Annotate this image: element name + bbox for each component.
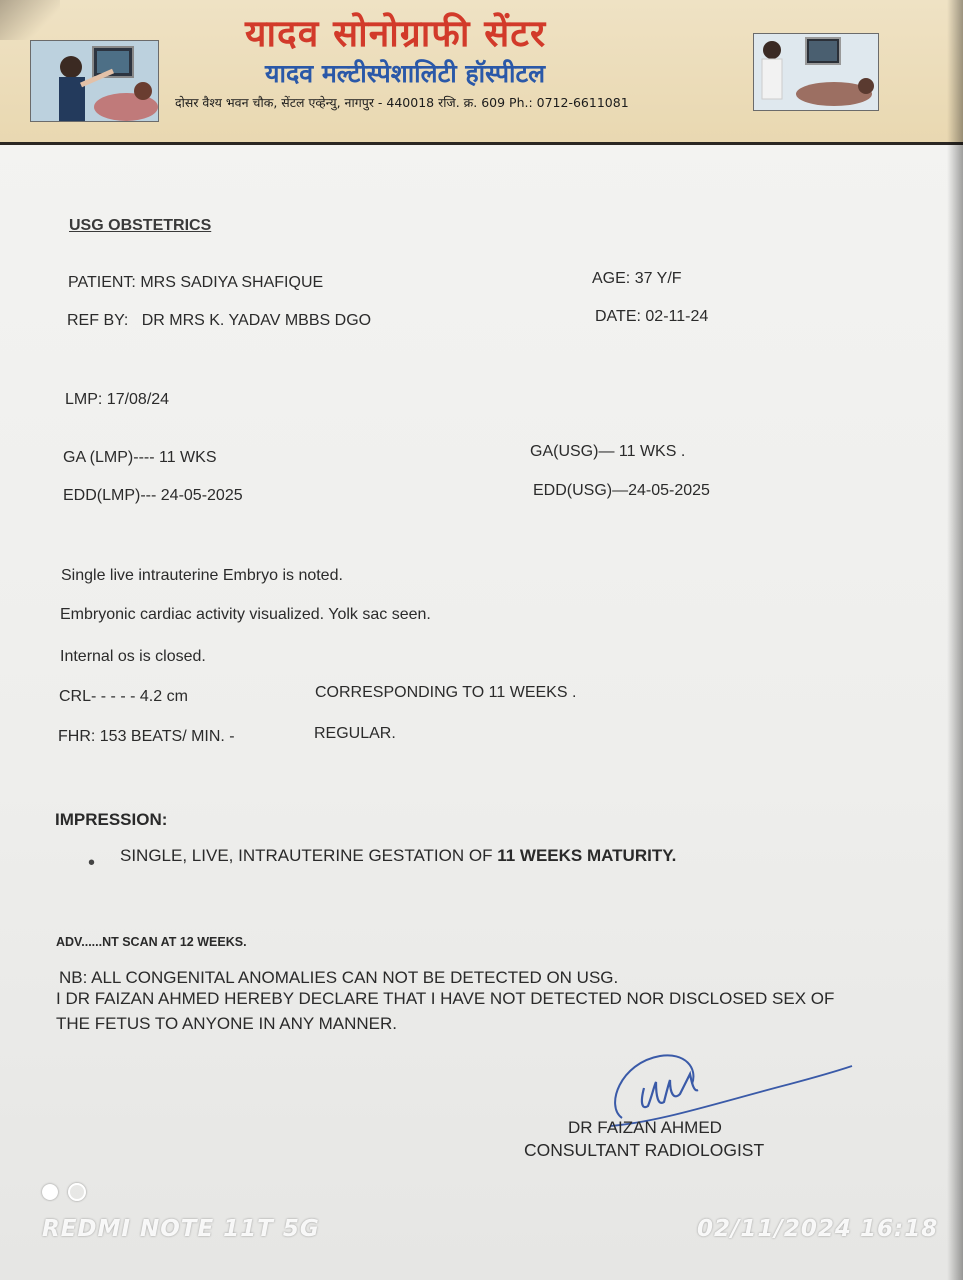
patient-name: MRS SADIYA SHAFIQUE	[140, 274, 324, 291]
dot-filled	[42, 1184, 58, 1200]
nb-note: NB: ALL CONGENITAL ANOMALIES CAN NOT BE DETECTED ON USG.	[59, 968, 619, 987]
date-value: 02-11-24	[645, 308, 709, 325]
impression-bullet: •	[88, 852, 96, 874]
edd-lmp: EDD(LMP)--- 24-05-2025	[63, 487, 243, 504]
sonography-photo-left	[30, 40, 159, 122]
advice-text: ADV......NT SCAN AT 12 WEEKS.	[56, 935, 247, 949]
hospital-name-hindi: यादव मल्टीस्पेशालिटी हॉस्पीटल	[265, 59, 546, 88]
ga-lmp: GA (LMP)---- 11 WKS	[63, 449, 217, 466]
date-watermark: 02/11/2024	[697, 1216, 852, 1242]
date-row	[595, 308, 708, 326]
edd-usg: EDD(USG)—24-05-2025	[533, 482, 710, 499]
refby-row	[67, 312, 371, 330]
refby-value: DR MRS K. YADAV MBBS DGO	[141, 312, 372, 329]
fhr-value: FHR: 153 BEATS/ MIN. -	[58, 728, 235, 745]
report-section-title: USG OBSTETRICS	[69, 217, 212, 234]
lmp-value: LMP: 17/08/24	[65, 391, 170, 408]
corner-shadow	[0, 0, 60, 40]
finding-embryo: Single live intrauterine Embryo is noted.	[61, 567, 343, 584]
fhr-note: REGULAR.	[314, 725, 396, 742]
center-address: दोसर वैश्य भवन चौक, सेंटल एव्हेन्यु, नागपुर - 440018 रजि. क्र. 609 Ph.: 0712-6611081	[175, 95, 629, 110]
center-name-hindi: यादव सोनोग्राफी सेंटर	[245, 11, 547, 55]
date-label: DATE:	[595, 308, 641, 325]
sonography-photo-right	[753, 33, 879, 111]
dot-hollow	[68, 1183, 86, 1201]
impression-title: IMPRESSION:	[55, 810, 168, 829]
finding-cardiac: Embryonic cardiac activity visualized. Yolk sac seen.	[60, 606, 431, 623]
age-value: 37 Y/F	[634, 270, 682, 287]
impression-maturity: 11 WEEKS MATURITY.	[497, 846, 677, 865]
impression-text-main: SINGLE, LIVE, INTRAUTERINE GESTATION OF	[120, 846, 498, 865]
finding-os: Internal os is closed.	[60, 648, 206, 665]
ga-usg: GA(USG)— 11 WKS .	[530, 443, 686, 460]
crl-value: CRL- - - - - 4.2 cm	[59, 688, 188, 705]
refby-label: REF BY:	[67, 312, 129, 329]
crl-note: CORRESPONDING TO 11 WEEKS .	[315, 684, 577, 701]
patient-row	[68, 274, 323, 292]
time-watermark: 16:18	[860, 1216, 939, 1242]
patient-label: PATIENT:	[68, 274, 136, 291]
declaration-line-2: THE FETUS TO ANYONE IN ANY MANNER.	[56, 1014, 398, 1033]
doctor-name: DR FAIZAN AHMED	[568, 1118, 722, 1137]
declaration-line-1: I DR FAIZAN AHMED HEREBY DECLARE THAT I HAVE NOT DETECTED NOR DISCLOSED SEX OF	[56, 989, 835, 1008]
letterhead	[0, 0, 963, 145]
doctor-signature	[600, 1048, 860, 1128]
impression-text	[120, 846, 676, 866]
device-watermark: REDMI NOTE 11T 5G	[42, 1216, 320, 1242]
age-label: AGE:	[592, 270, 631, 287]
camera-mode-dots	[42, 1183, 96, 1201]
age-row	[592, 270, 682, 288]
page-edge-shadow	[947, 0, 963, 1280]
doctor-title: CONSULTANT RADIOLOGIST	[524, 1140, 765, 1160]
